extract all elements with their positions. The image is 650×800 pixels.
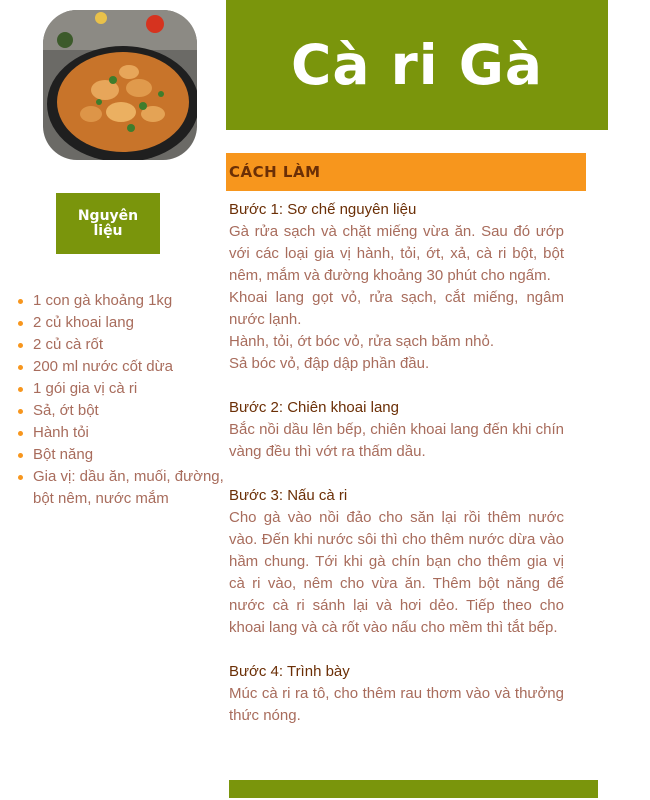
ingredient-item: 2 củ khoai lang (33, 312, 233, 334)
ingredients-list (15, 290, 233, 510)
step-title: Bước 3: Nấu cà ri (229, 487, 348, 504)
ingredient-item: Bột năng (33, 444, 233, 466)
ingredient-item: 200 ml nước cốt dừa (33, 356, 233, 378)
step-text: Múc cà ri ra tô, cho thêm rau thơm vào và thưởng thức nóng. (229, 685, 564, 724)
title-banner (226, 0, 608, 130)
step-text: Hành, tỏi, ớt bóc vỏ, rửa sạch băm nhỏ. (229, 333, 495, 350)
ingredient-item: Sả, ớt bột (33, 400, 233, 422)
method-header: CÁCH LÀM (229, 163, 321, 181)
method-header-bar (226, 153, 586, 191)
ingredient-item: 1 gói gia vị cà ri (33, 378, 233, 400)
step-text: Sả bóc vỏ, đập dập phần đầu. (229, 355, 430, 372)
step-text: Cho gà vào nồi đảo cho săn lại rồi thêm nước vào. Đến khi nước sôi thì cho thêm nước dừa vào hầm chung. Tới khi gà chín bạn cho thêm gia vị cà ri vào, nêm cho vừa ăn. Thêm bột năng để nước cà ri sánh lại và hơi dẻo. Tiếp theo cho khoai lang và cà rốt vào nấu cho mềm thì tắt bếp. (229, 509, 564, 636)
curry-photo (43, 10, 197, 160)
ingredient-item: 1 con gà khoảng 1kg (33, 290, 233, 312)
method-steps (229, 199, 564, 749)
ingredient-item: Gia vị: dầu ăn, muối, đường, bột nêm, nước mắm (33, 466, 233, 510)
recipe-title: Cà ri Gà (290, 33, 543, 97)
step-2 (229, 397, 564, 463)
step-title: Bước 1: Sơ chế nguyên liệu (229, 201, 417, 218)
step-text: Bắc nồi dầu lên bếp, chiên khoai lang đến khi chín vàng đều thì vớt ra thấm dầu. (229, 421, 564, 460)
step-3 (229, 485, 564, 639)
ingredients-button[interactable] (56, 193, 160, 254)
footer-bar (229, 780, 598, 798)
step-title: Bước 4: Trình bày (229, 663, 350, 680)
ingredient-item: 2 củ cà rốt (33, 334, 233, 356)
step-text: Khoai lang gọt vỏ, rửa sạch, cắt miếng, ngâm nước lạnh. (229, 289, 564, 328)
step-title: Bước 2: Chiên khoai lang (229, 399, 399, 416)
step-4 (229, 661, 564, 727)
step-text: Gà rửa sạch và chặt miếng vừa ăn. Sau đó ướp với các loại gia vị hành, tỏi, ớt, xả, cà ri bột, bột nêm, mắm và đường khoảng 30 phút cho ngấm. (229, 223, 564, 284)
ingredient-item: Hành tỏi (33, 422, 233, 444)
step-1 (229, 199, 564, 375)
ingredients-button-label: Nguyên liệu (77, 207, 139, 239)
